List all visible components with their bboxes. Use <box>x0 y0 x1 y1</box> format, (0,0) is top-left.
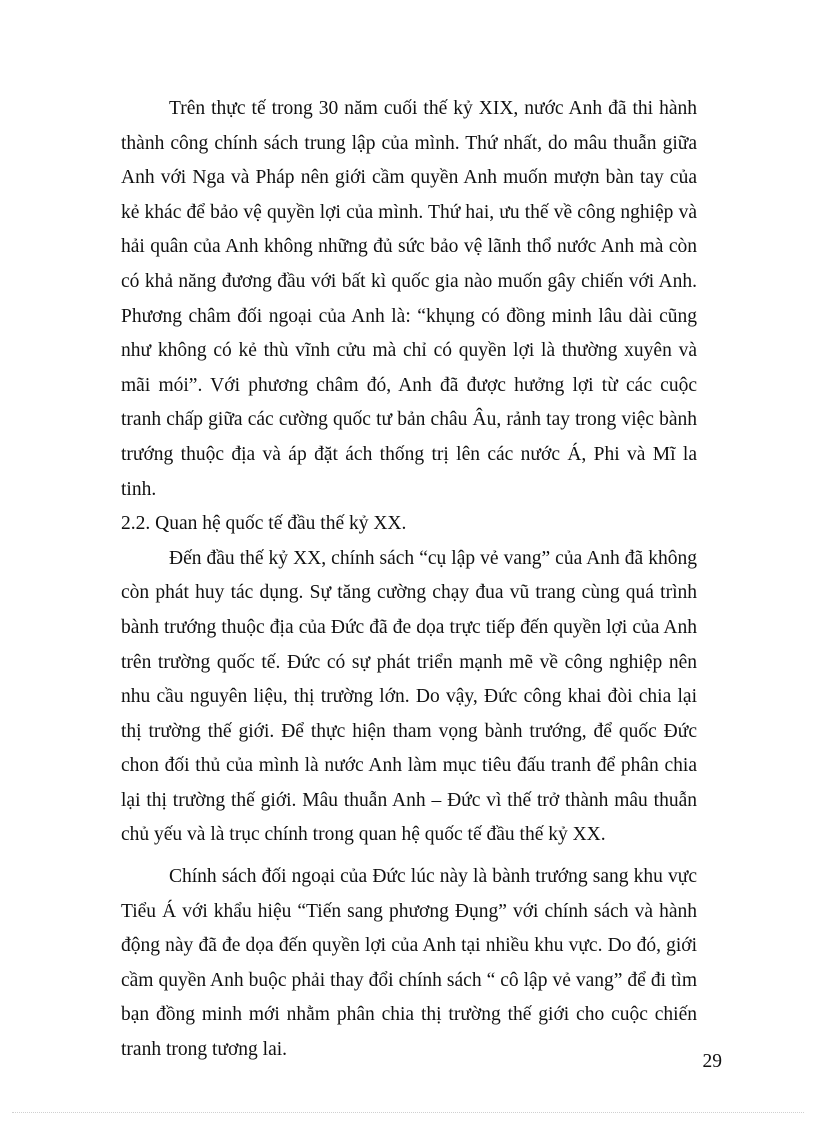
section-heading: 2.2. Quan hệ quốc tế đầu thế kỷ XX. <box>121 513 407 535</box>
paragraph-german-foreign-policy: Chính sách đối ngoại của Đức lúc này là bành trướng sang khu vực Tiểu Á với khẩu hiệu “Tiến sang phương Đụng” với chính sách và hành động này đã đe dọa đến quyền lợi của Anh tại nhiều khu vực. Do đó, giới cầm quyền Anh buộc phải thay đổi chính sách “ cô lập vẻ vang” để đi tìm bạn đồng minh mới nhằm phân chia thị trường thế giới cho cuộc chiến tranh trong tương lai. <box>121 866 697 1061</box>
page-bottom-border <box>12 1112 804 1113</box>
page-number: 29 <box>702 1051 722 1072</box>
paragraph-neutrality-policy: Trên thực tế trong 30 năm cuối thế kỷ XIX, nước Anh đã thi hành thành công chính sách trung lập của mình. Thứ nhất, do mâu thuẫn giữa Anh với Nga và Pháp nên giới cầm quyền Anh muốn mượn bàn tay của kẻ khác để bảo vệ quyền lợi của mình. Thứ hai, ưu thế về công nghiệp và hải quân của Anh không những đủ sức bảo vệ lãnh thổ nước Anh mà còn có khả năng đương đầu với bất kì quốc gia nào muốn gây chiến với Anh. Phương châm đối ngoại của Anh là: “khụng có đồng minh lâu dài cũng như không có kẻ thù vĩnh cửu mà chỉ có quyền lợi là thường xuyên và mãi mói”. Với phương châm đó, Anh đã được hưởng lợi từ các cuộc tranh chấp giữa các cường quốc tư bản châu Âu, rảnh tay trong việc bành trướng thuộc địa và áp đặt ách thống trị lên các nước Á, Phi và Mĩ la tinh. <box>121 98 697 500</box>
body-text <box>121 92 697 1068</box>
paragraph-early-20th-century: Đến đầu thế kỷ XX, chính sách “cụ lập vẻ vang” của Anh đã không còn phát huy tác dụng. Sự tăng cường chạy đua vũ trang cùng quá trình bành trướng thuộc địa của Đức đã đe dọa trực tiếp đến quyền lợi của Anh trên trường quốc tế. Đức có sự phát triển mạnh mẽ về công nghiệp nên nhu cầu nguyên liệu, thị trường lớn. Do vậy, Đức công khai đòi chia lại thị trường thế giới. Để thực hiện tham vọng bành trướng, để quốc Đức chon đối thủ của mình là nước Anh làm mục tiêu đấu tranh để phân chia lại thị trường thế giới. Mâu thuẫn Anh – Đức vì thế trở thành mâu thuẫn chủ yếu và là trục chính trong quan hệ quốc tế đầu thế kỷ XX. <box>121 547 697 846</box>
